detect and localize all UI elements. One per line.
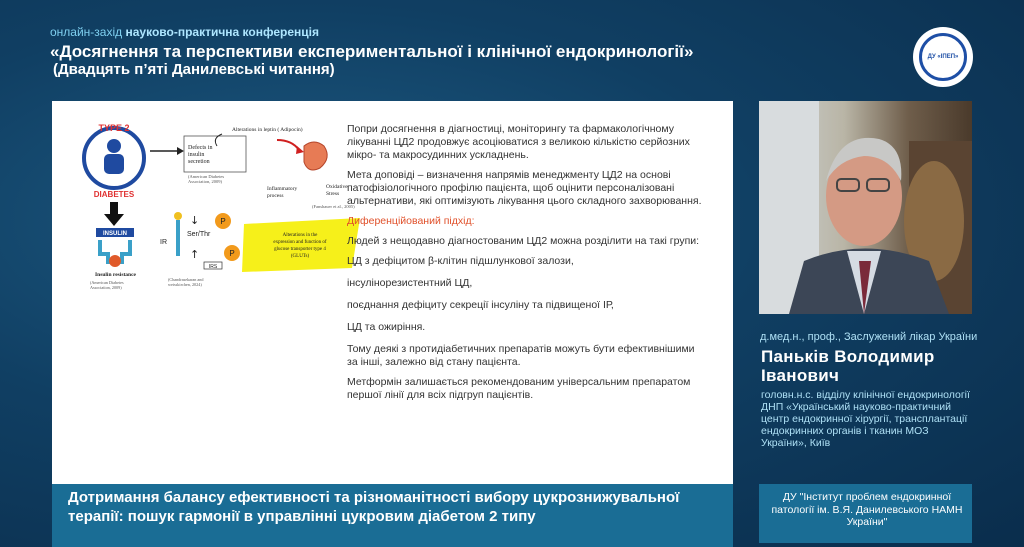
svg-text-line: (American Diabetes — [188, 174, 225, 179]
slide-list-item: інсулінорезистентний ЦД, — [347, 277, 473, 289]
slide-text — [347, 123, 707, 409]
insulin-molecule-icon — [109, 255, 121, 267]
resistance-label: Insulin resistance — [95, 272, 137, 278]
red-arrow-icon — [296, 146, 304, 154]
person-head-icon — [107, 139, 121, 153]
conference-title: «Досягнення та перспективи експериментальної і клінічної ендокринології» — [50, 42, 694, 61]
leptin-label: Alterations in leptin ( Adipocin) — [232, 127, 303, 133]
speaker-video — [759, 101, 972, 314]
event-type-line — [50, 25, 319, 39]
svg-text-line: (GLUTs) — [290, 254, 310, 259]
svg-text-line: Inflammatory — [267, 186, 298, 192]
p-label-2: P — [229, 249, 235, 258]
serthr-label: Ser/Thr — [187, 231, 211, 238]
irs-label: IRS — [208, 264, 218, 270]
slide-paragraph: Людей з нещодавно діагностованим ЦД2 можна розділити на такі групи: — [347, 235, 700, 247]
slide-paragraph: Попри досягнення в діагностиці, моніторингу та фармакологічному лікуванні ЦД2 продовжує асоціюватися з великою кількістю серйозних мікро- та макросудинних ускладнень. — [347, 123, 690, 161]
chand-cite — [168, 277, 204, 288]
pathophysiology-figure — [72, 116, 362, 306]
conference-subtitle: (Двадцять п’яті Данилевські читання) — [53, 61, 335, 78]
institution-name: ДУ "Інститут проблем ендокринної патології ім. В.Я. Данилевського НАМН України" — [771, 491, 963, 528]
svg-text-line: Association, 2009) — [188, 179, 222, 184]
resistance-cite — [90, 280, 124, 291]
diabetes-label: DIABETES — [93, 190, 135, 199]
glut-highlight — [242, 218, 360, 272]
speaker-position: головн.н.с. відділу клінічної ендокринології ДНП «Український науково-практичний центр ендокринної хірургії, трансплантації ендокринних органів і тканин МОЗ України», Київ — [761, 389, 970, 449]
inflammatory-label — [267, 185, 297, 199]
defects-cite — [188, 174, 224, 185]
slide-list-item: ЦД з дефіцитом β-клітин підшлункової залози, — [347, 255, 574, 267]
presentation-slide — [52, 101, 733, 484]
slide-paragraph: Мета доповіді – визначення напрямів менеджменту ЦД2 на основі патофізіологічного профілю пацієнта, щоб оцінити персоналізовані альтернативи, які оптимізують лікування цього складного захворювання. — [347, 169, 702, 207]
speaker-name-line1: Паньків Володимир — [761, 347, 935, 366]
p-label-1: P — [220, 217, 226, 226]
speaker-name — [761, 347, 976, 385]
svg-text-line: expression and function of — [273, 240, 327, 245]
institute-logo — [913, 27, 973, 87]
oxidative-cite: (Fanshauer et al., 2005) — [312, 204, 355, 209]
person-body-icon — [104, 154, 124, 174]
talk-title-bar — [52, 484, 733, 547]
logo-emblem: ДУ «ІПЕП» — [919, 33, 967, 81]
slide-subheading: Диференційований підхід: — [347, 215, 475, 227]
speaker-credentials: д.мед.н., проф., Заслужений лікар України — [760, 331, 978, 343]
up-arrow-glyph: ↑ — [190, 248, 200, 261]
speaker-name-line2: Іванович — [761, 366, 840, 385]
ir-receptor-icon — [174, 212, 182, 220]
speaker-video-frame — [759, 101, 972, 314]
svg-text-line: (Chandrasekaran and — [168, 277, 204, 282]
svg-text-line: Association, 2009) — [90, 285, 122, 290]
svg-text-line: process — [267, 193, 284, 199]
down-arrow-glyph: ↓ — [190, 214, 200, 227]
svg-text-line: (American Diabetes — [90, 280, 124, 285]
pancreas-icon — [304, 142, 327, 170]
event-prefix: онлайн-захід — [50, 25, 123, 39]
type2-label: TYPE 2 — [98, 123, 130, 133]
slide-paragraph: Метформін залишається рекомендованим універсальним препаратом першої лінії для всіх підгруп пацієнтів. — [347, 376, 691, 401]
svg-text-line: secretion — [188, 159, 210, 165]
slide-list-item: ЦД та ожиріння. — [347, 321, 426, 333]
svg-text-line: Alterations in the — [282, 233, 318, 238]
defects-label — [188, 144, 213, 165]
talk-title: Дотримання балансу ефективності та різноманітності вибору цукрознижувальної терапії: пошук гармонії в управлінні цукровим діабетом 2 типу — [68, 489, 680, 525]
slide-paragraph: Тому деякі з протидіабетичних препаратів можуть бути ефективнішими за інші, залежно від стану пацієнта. — [347, 343, 695, 368]
svg-text-line: Oxidative — [326, 184, 348, 190]
arrow-down-icon — [104, 214, 124, 226]
svg-text-line: weisskirchen, 2024) — [168, 282, 202, 287]
oxidative-label — [326, 184, 348, 197]
svg-text-line: Defects in — [188, 145, 213, 151]
svg-text-line: insulin — [188, 152, 205, 158]
insulin-label: INSULIN — [103, 231, 127, 237]
event-type: науково-практична конференція — [125, 25, 319, 39]
svg-text-line: glucose transporter type 4 — [274, 247, 326, 252]
institution-box — [759, 484, 972, 543]
ir-label: IR — [160, 239, 167, 246]
slide-list-item: поєднання дефіциту секреції інсуліну та підвищеної ІР, — [347, 299, 614, 311]
svg-text-line: Stress — [326, 191, 340, 197]
arrow-right-icon — [177, 147, 184, 155]
